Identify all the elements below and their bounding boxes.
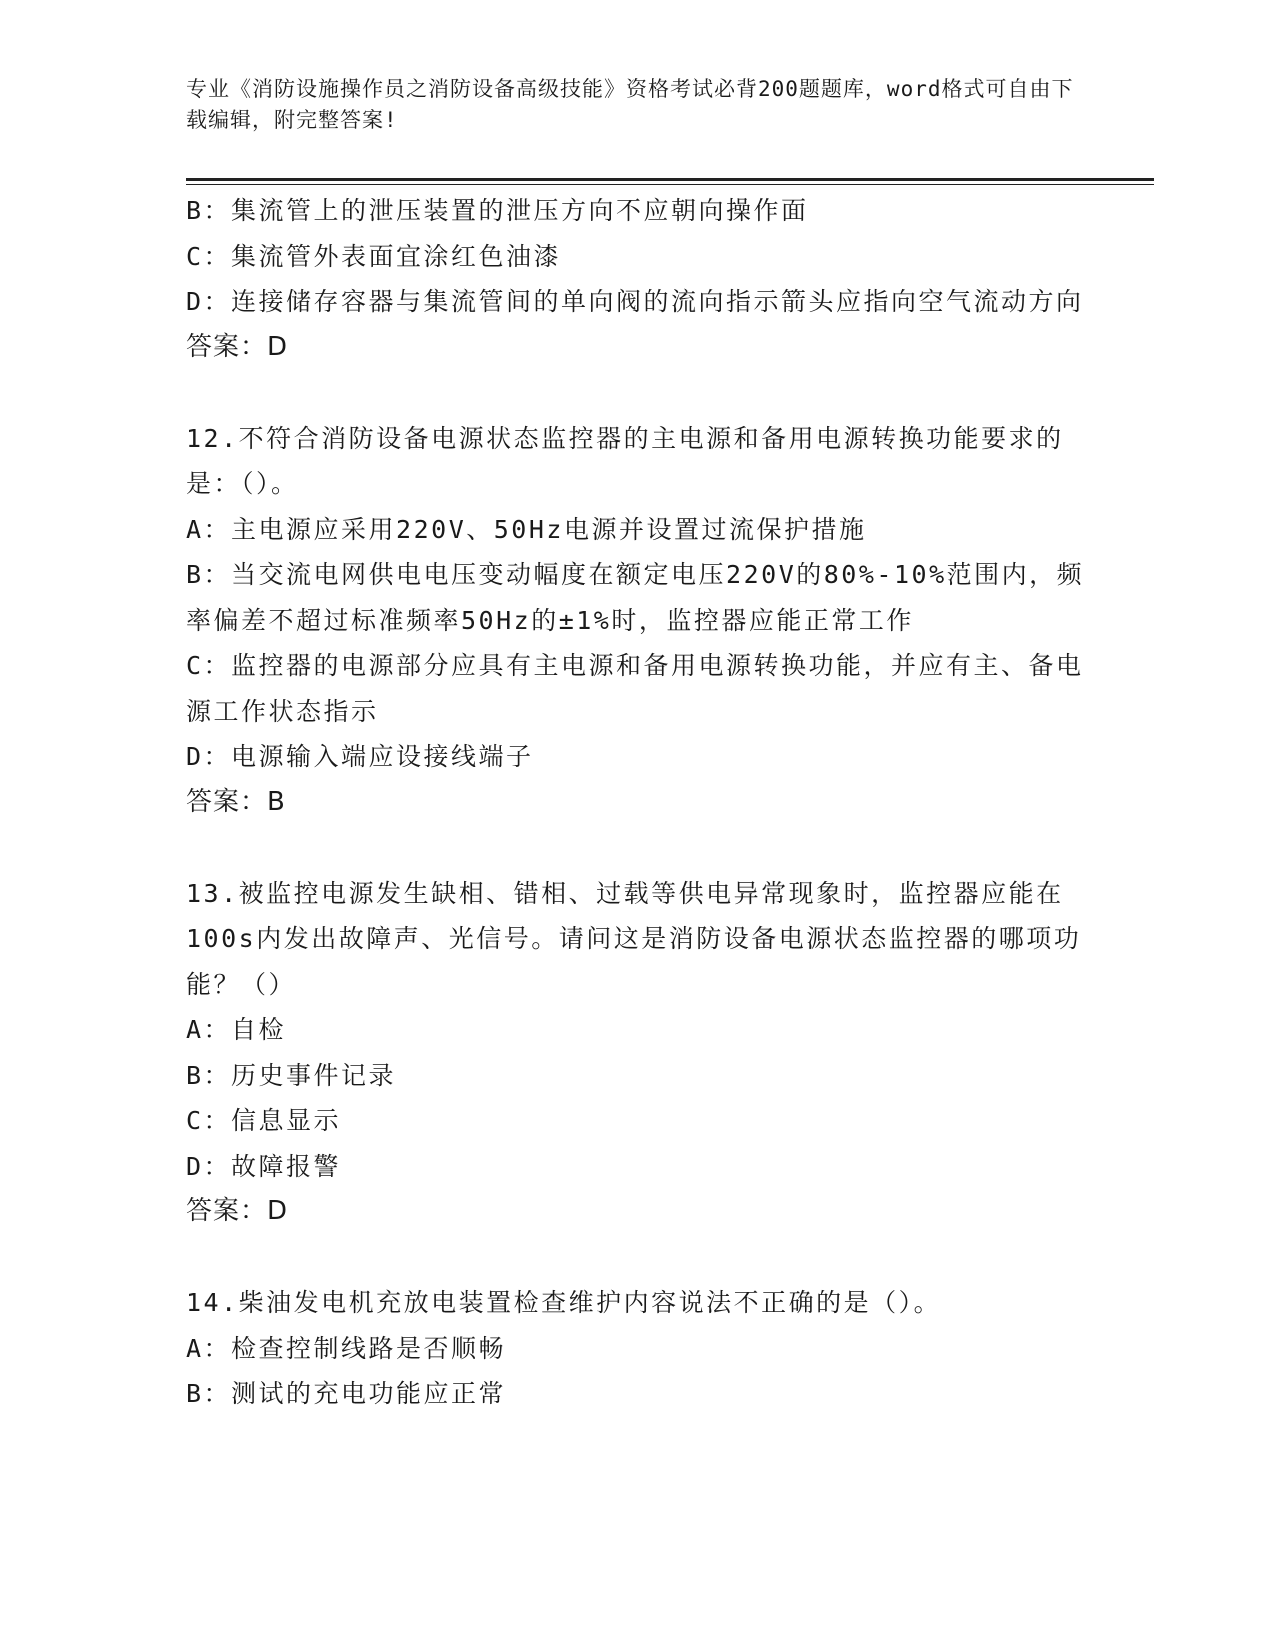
- question-13: [186, 871, 1086, 1235]
- answer: 答案：D: [186, 1196, 289, 1226]
- option-b: B：测试的充电功能应正常: [186, 1379, 507, 1408]
- option-b: B：集流管上的泄压装置的泄压方向不应朝向操作面: [186, 196, 809, 225]
- question-11-tail: [186, 188, 1086, 370]
- option-b: B：当交流电网供电电压变动幅度在额定电压220V的80%-10%范围内，频率偏差不超过标准频率50Hz的±1%时，监控器应能正常工作: [186, 560, 1085, 635]
- option-d: D：故障报警: [186, 1151, 342, 1181]
- question-12: [186, 416, 1086, 826]
- question-stem: 14.柴油发电机充放电装置检查维护内容说法不正确的是（）。: [186, 1288, 942, 1317]
- question-stem: 13.被监控电源发生缺相、错相、过载等供电异常现象时，监控器应能在100s内发出故障声、光信号。请问这是消防设备电源状态监控器的哪项功能？（）: [186, 878, 1082, 999]
- option-a: A：自检: [186, 1015, 287, 1044]
- question-stem: 12.不符合消防设备电源状态监控器的主电源和备用电源转换功能要求的是：（）。: [186, 423, 1064, 498]
- document-header: 专业《消防设施操作员之消防设备高级技能》资格考试必背200题题库，word格式可自由下载编辑，附完整答案!: [186, 77, 1074, 132]
- answer: 答案：B: [186, 786, 286, 817]
- option-d: D：电源输入端应设接线端子: [186, 742, 534, 771]
- option-a: A：主电源应采用220V、50Hz电源并设置过流保护措施: [186, 514, 867, 544]
- question-content: [186, 188, 1086, 1417]
- option-c: C：监控器的电源部分应具有主电源和备用电源转换功能，并应有主、备电源工作状态指示: [186, 651, 1084, 726]
- header-divider-thin: [186, 184, 1154, 185]
- question-14: [186, 1280, 1086, 1417]
- header-divider-thick: [186, 178, 1154, 181]
- answer: 答案：D: [186, 331, 289, 362]
- option-a: A：检查控制线路是否顺畅: [186, 1333, 507, 1363]
- option-b: B：历史事件记录: [186, 1060, 397, 1090]
- option-c: C：集流管外表面宜涂红色油漆: [186, 241, 562, 271]
- option-c: C：信息显示: [186, 1106, 342, 1135]
- option-d: D：连接储存容器与集流管间的单向阀的流向指示箭头应指向空气流动方向: [186, 287, 1084, 316]
